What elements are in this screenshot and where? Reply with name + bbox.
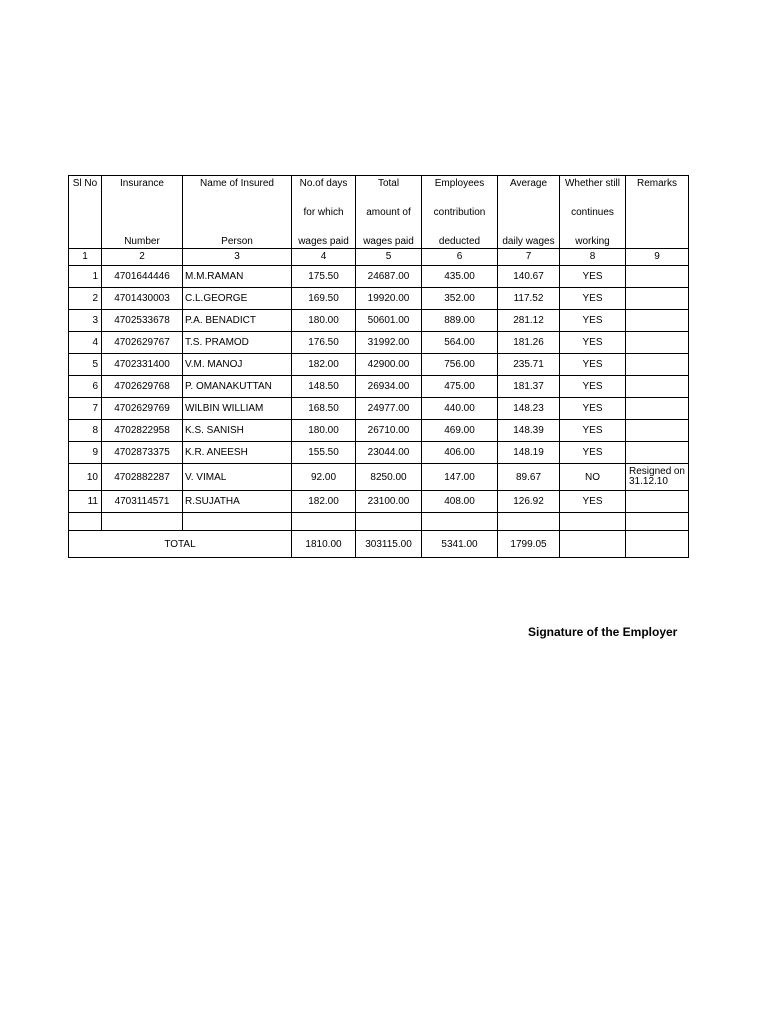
name-cell: V. VIMAL [183,464,292,491]
header-average-daily-wages [498,176,560,249]
contribution-cell: 475.00 [422,376,498,398]
insurance-number-cell: 4701644446 [102,266,183,288]
total-wages-cell: 24687.00 [356,266,422,288]
header-text-top: Employees [434,178,485,189]
days-cell: 168.50 [292,398,356,420]
blank-cell [69,513,102,531]
table-row [69,420,689,442]
column-number: 8 [560,249,626,266]
table-row [69,266,689,288]
contribution-cell: 469.00 [422,420,498,442]
column-number: 6 [422,249,498,266]
header-text-mid [105,207,179,218]
blank-cell [626,513,689,531]
remarks-cell [626,332,689,354]
remarks-cell [626,266,689,288]
sl-no-cell: 8 [69,420,102,442]
table-row [69,354,689,376]
working-cell: YES [560,310,626,332]
header-text-top: Total [377,178,400,189]
working-cell: YES [560,398,626,420]
signature-label: Signature of the Employer [528,625,678,639]
days-cell: 92.00 [292,464,356,491]
sl-no-cell: 5 [69,354,102,376]
average-cell: 148.19 [498,442,560,464]
header-days-paid [292,176,356,249]
remarks-cell [626,310,689,332]
contribution-cell: 889.00 [422,310,498,332]
sl-no-cell: 1 [69,266,102,288]
header-text-top: Sl No [72,178,98,189]
header-total-wages [356,176,422,249]
remarks-cell [626,491,689,513]
table-row [69,464,689,491]
header-text-mid: amount of [366,207,411,218]
total-empty [626,531,689,558]
working-cell: YES [560,332,626,354]
header-text-bottom: Number [124,236,160,247]
average-cell: 181.26 [498,332,560,354]
header-text-mid: continues [571,207,614,218]
average-cell: 148.23 [498,398,560,420]
header-insurance-number [102,176,183,249]
header-text-mid [501,207,556,218]
blank-cell [183,513,292,531]
contribution-cell: 352.00 [422,288,498,310]
total-wages-cell: 26934.00 [356,376,422,398]
average-cell: 140.67 [498,266,560,288]
header-text-bottom: deducted [438,236,481,247]
contribution-cell: 408.00 [422,491,498,513]
total-wages-cell: 19920.00 [356,288,422,310]
working-cell: YES [560,354,626,376]
header-text-top: Whether still [564,178,620,189]
wages-table [68,175,689,558]
average-cell: 181.37 [498,376,560,398]
contribution-cell: 564.00 [422,332,498,354]
header-text-bottom: daily wages [502,236,555,247]
blank-cell [356,513,422,531]
sl-no-cell: 3 [69,310,102,332]
column-number: 7 [498,249,560,266]
table-row [69,491,689,513]
header-name-of-insured [183,176,292,249]
working-cell: YES [560,420,626,442]
working-cell: YES [560,288,626,310]
header-text-bottom: Person [221,236,253,247]
average-cell: 89.67 [498,464,560,491]
header-text-bottom: wages paid [363,236,414,247]
average-cell: 235.71 [498,354,560,376]
name-cell: V.M. MANOJ [183,354,292,376]
total-wages-cell: 23100.00 [356,491,422,513]
insurance-number-cell: 4702629769 [102,398,183,420]
total-empty [560,531,626,558]
name-cell: K.S. SANISH [183,420,292,442]
sl-no-cell: 4 [69,332,102,354]
total-wages-cell: 23044.00 [356,442,422,464]
insurance-number-cell: 4702533678 [102,310,183,332]
column-number: 5 [356,249,422,266]
header-text-top: Average [509,178,548,189]
insurance-number-cell: 4702629768 [102,376,183,398]
total-wages: 303115.00 [356,531,422,558]
remarks-cell [626,354,689,376]
insurance-number-cell: 4703114571 [102,491,183,513]
name-cell: C.L.GEORGE [183,288,292,310]
average-cell: 117.52 [498,288,560,310]
insurance-number-cell: 4702629767 [102,332,183,354]
days-cell: 176.50 [292,332,356,354]
working-cell: YES [560,376,626,398]
name-cell: M.M.RAMAN [183,266,292,288]
sl-no-cell: 2 [69,288,102,310]
days-cell: 180.00 [292,310,356,332]
header-still-working [560,176,626,249]
average-cell: 148.39 [498,420,560,442]
name-cell: WILBIN WILLIAM [183,398,292,420]
table-row [69,398,689,420]
contribution-cell: 440.00 [422,398,498,420]
table-row [69,442,689,464]
total-label: TOTAL [69,531,292,558]
total-days: 1810.00 [292,531,356,558]
days-cell: 182.00 [292,491,356,513]
header-text-bottom [72,236,98,247]
header-text-top: Remarks [636,178,677,189]
insurance-number-cell: 4701430003 [102,288,183,310]
insurance-number-cell: 4702331400 [102,354,183,376]
contribution-cell: 147.00 [422,464,498,491]
name-cell: R.SUJATHA [183,491,292,513]
blank-row [69,513,689,531]
blank-cell [422,513,498,531]
sl-no-cell: 6 [69,376,102,398]
total-wages-cell: 31992.00 [356,332,422,354]
remarks-cell [626,288,689,310]
total-row [69,531,689,558]
total-wages-cell: 26710.00 [356,420,422,442]
column-number: 2 [102,249,183,266]
remark-text: 31.12.10 [629,476,668,487]
header-text-mid: for which [303,207,344,218]
contribution-cell: 406.00 [422,442,498,464]
remarks-cell [626,442,689,464]
remarks-cell [626,376,689,398]
table-row [69,310,689,332]
name-cell: P. OMANAKUTTAN [183,376,292,398]
remarks-cell [626,420,689,442]
sl-no-cell: 11 [69,491,102,513]
total-wages-cell: 8250.00 [356,464,422,491]
remark-text: on [673,466,685,477]
table-row [69,332,689,354]
column-number: 9 [626,249,689,266]
days-cell: 169.50 [292,288,356,310]
header-text-top: Name of Insured [200,178,274,189]
insurance-number-cell: 4702882287 [102,464,183,491]
header-sl-no [69,176,102,249]
name-cell: P.A. BENADICT [183,310,292,332]
contribution-cell: 435.00 [422,266,498,288]
header-text-mid [72,207,98,218]
total-wages-cell: 24977.00 [356,398,422,420]
header-text-mid [629,207,685,218]
header-text-bottom [629,236,685,247]
header-text-top: No.of days [299,178,348,189]
blank-cell [498,513,560,531]
header-text-mid [186,207,288,218]
header-text-bottom: wages paid [298,236,349,247]
working-cell: YES [560,491,626,513]
header-text-bottom: working [575,236,610,247]
days-cell: 182.00 [292,354,356,376]
column-number: 3 [183,249,292,266]
insurance-number-cell: 4702822958 [102,420,183,442]
days-cell: 180.00 [292,420,356,442]
header-text-mid: contribution [433,207,486,218]
header-remarks [626,176,689,249]
contribution-cell: 756.00 [422,354,498,376]
sl-no-cell: 10 [69,464,102,491]
remark-text: Resigned [629,466,672,477]
table-row [69,376,689,398]
column-number: 1 [69,249,102,266]
blank-cell [292,513,356,531]
remarks-cell [626,464,689,491]
name-cell: K.R. ANEESH [183,442,292,464]
total-contribution: 5341.00 [422,531,498,558]
header-text-top: Insurance [120,178,164,189]
column-number: 4 [292,249,356,266]
average-cell: 281.12 [498,310,560,332]
days-cell: 155.50 [292,442,356,464]
insurance-number-cell: 4702873375 [102,442,183,464]
header-employee-contribution [422,176,498,249]
working-cell: YES [560,266,626,288]
average-cell: 126.92 [498,491,560,513]
total-wages-cell: 42900.00 [356,354,422,376]
header-row [69,176,689,249]
column-number-row [69,249,689,266]
days-cell: 148.50 [292,376,356,398]
blank-cell [102,513,183,531]
sl-no-cell: 9 [69,442,102,464]
days-cell: 175.50 [292,266,356,288]
blank-cell [560,513,626,531]
total-wages-cell: 50601.00 [356,310,422,332]
sl-no-cell: 7 [69,398,102,420]
table-row [69,288,689,310]
name-cell: T.S. PRAMOD [183,332,292,354]
total-average: 1799.05 [498,531,560,558]
working-cell: NO [560,464,626,491]
remarks-cell [626,398,689,420]
working-cell: YES [560,442,626,464]
